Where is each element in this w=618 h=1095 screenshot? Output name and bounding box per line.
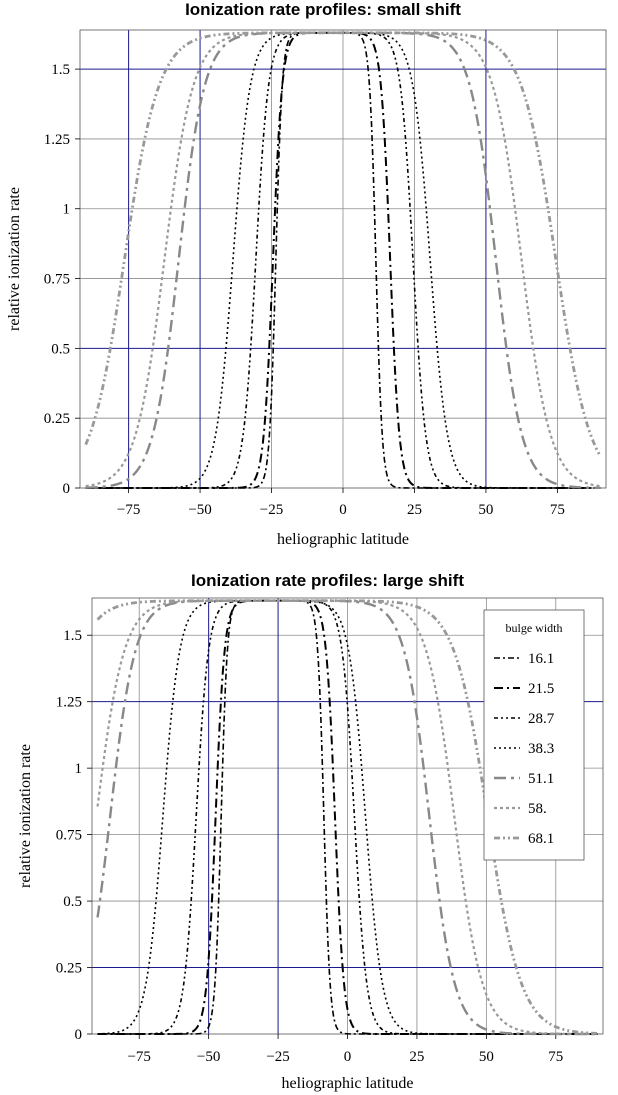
- legend-entry: 51.1: [528, 771, 555, 787]
- x-tick-label: 25: [409, 1049, 425, 1065]
- y-tick-label: 0.75: [43, 271, 70, 288]
- x-tick-label: 75: [549, 502, 565, 518]
- x-tick-label: −25: [259, 502, 284, 518]
- y-tick-label: 1.25: [43, 131, 70, 148]
- y-tick-label: 1: [74, 761, 82, 778]
- y-axis-label: relative ionization rate: [17, 744, 34, 888]
- x-tick-label: 0: [339, 502, 347, 518]
- y-tick-label: 1.5: [51, 62, 70, 79]
- x-axis-label: heliographic latitude: [281, 1075, 414, 1092]
- y-tick-label: 1.5: [63, 628, 82, 645]
- y-tick-label: 0: [62, 481, 70, 497]
- legend-box: [484, 610, 584, 860]
- legend: [484, 610, 584, 860]
- y-tick-label: 0.75: [55, 827, 82, 844]
- y-tick-label: 0.25: [43, 411, 70, 428]
- x-tick-label: 0: [343, 1049, 352, 1065]
- x-tick-label: −75: [116, 502, 141, 518]
- legend-entry: 58.: [528, 801, 547, 817]
- x-tick-label: 75: [548, 1049, 564, 1065]
- x-tick-label: 25: [406, 502, 422, 518]
- y-tick-label: 0: [74, 1027, 82, 1043]
- x-tick-label: 50: [478, 502, 494, 518]
- x-tick-label: 50: [478, 1049, 494, 1065]
- y-tick-label: 1: [62, 201, 70, 218]
- chart-panel-2: [17, 571, 603, 1092]
- y-tick-label: 0.25: [55, 960, 82, 977]
- y-tick-label: 0.5: [51, 341, 70, 358]
- y-tick-label: 1.25: [55, 694, 82, 711]
- x-tick-label: −25: [266, 1049, 290, 1065]
- legend-entry: 28.7: [528, 711, 555, 727]
- legend-entry: 68.1: [528, 831, 555, 847]
- legend-entry: 21.5: [528, 681, 555, 697]
- y-axis-label: relative ionization rate: [6, 187, 23, 331]
- chart-title: Ionization rate profiles: large shift: [191, 571, 464, 590]
- legend-entry: 38.3: [528, 741, 555, 757]
- legend-entry: 16.1: [528, 651, 555, 667]
- x-tick-label: −50: [188, 502, 212, 518]
- legend-title: bulge width: [505, 621, 563, 635]
- chart-panel-1: [6, 0, 606, 548]
- x-tick-label: −75: [127, 1049, 151, 1065]
- y-tick-label: 0.5: [63, 894, 82, 911]
- chart-title: Ionization rate profiles: small shift: [185, 0, 461, 19]
- x-tick-label: −50: [196, 1049, 221, 1065]
- x-axis-label: heliographic latitude: [277, 531, 409, 548]
